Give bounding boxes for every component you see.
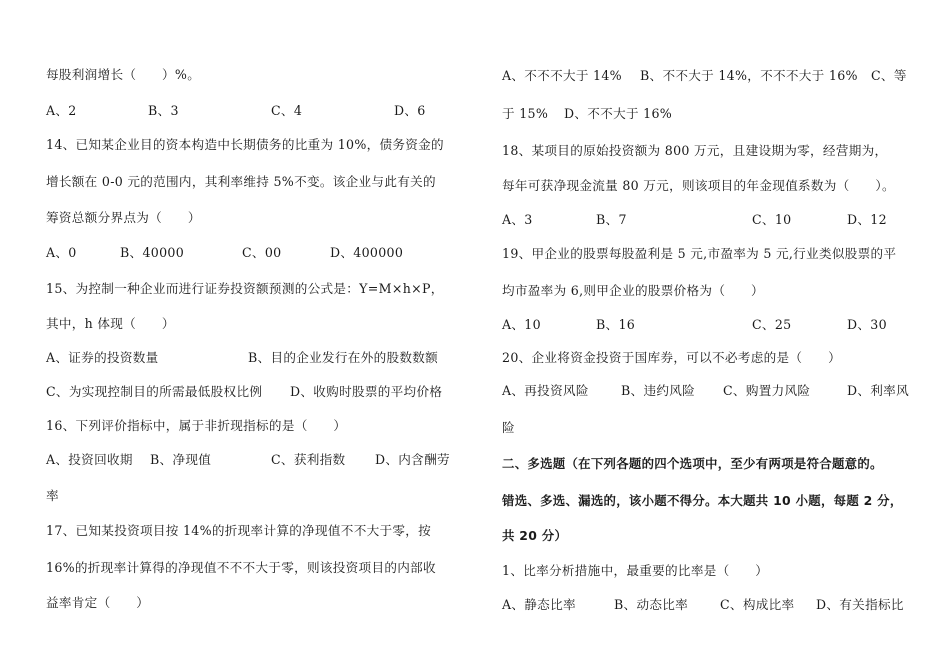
multi-question-1-line-1: 1、比率分析措施中，最重要的比率是（ ） — [502, 563, 769, 578]
option-d: D、400000 — [330, 245, 404, 260]
question-20-line-1: 20、企业将资金投资于国库券，可以不必考虑的是（ ） — [502, 350, 841, 365]
option-a: A、10 — [502, 317, 541, 332]
question-15-line-1: 15、为控制一种企业而进行证券投资额预测的公式是：Y=M×h×P， — [46, 281, 444, 296]
option-a: A、再投资风险 — [502, 383, 589, 398]
option-d: D、30 — [847, 317, 887, 332]
question-13-continuation: 每股利润增长（ ）%。 — [46, 67, 201, 82]
option-d: D、内含酬劳 — [375, 452, 450, 467]
option-b: B、目的企业发行在外的股数数额 — [248, 350, 439, 365]
question-18-line-2: 每年可获净现金流量 80 万元，则该项目的年金现值系数为（ ）。 — [502, 178, 895, 193]
question-14-line-1: 14、已知某企业目的资本构造中长期债务的比重为 10%，债务资金的 — [46, 137, 444, 152]
question-18-line-1: 18、某项目的原始投资额为 800 万元，且建设期为零，经营期为， — [502, 143, 888, 158]
option-b: B、3 — [148, 103, 179, 118]
option-c: C、10 — [752, 212, 792, 227]
option-a: A、0 — [46, 245, 77, 260]
question-20-wrap: 险 — [502, 420, 515, 435]
option-c-continuation: 于 15% — [502, 106, 549, 121]
question-17-line-1: 17、已知某投资项目按 14%的折现率计算的净现值不不大于零，按 — [46, 523, 432, 538]
option-b: B、净现值 — [150, 452, 212, 467]
option-c: C、获利指数 — [271, 452, 346, 467]
question-14-line-3: 筹资总额分界点为（ ） — [46, 210, 201, 225]
option-d: D、12 — [847, 212, 887, 227]
section-2-heading-line-3: 共 20 分） — [502, 528, 568, 543]
option-d: D、6 — [394, 103, 426, 118]
option-c: C、等 — [871, 68, 907, 83]
option-a: A、3 — [502, 212, 533, 227]
option-b: B、7 — [596, 212, 627, 227]
option-a: A、不不不大于 14% — [502, 68, 622, 83]
question-14-line-2: 增长额在 0-0 元的范围内，其利率维持 5%不变。该企业与此有关的 — [46, 174, 436, 189]
option-b: B、16 — [596, 317, 636, 332]
option-d: D、收购时股票的平均价格 — [290, 384, 443, 399]
question-17-line-3: 益率肯定（ ） — [46, 595, 150, 610]
option-a: A、2 — [46, 103, 77, 118]
option-a: A、静态比率 — [502, 597, 576, 612]
section-2-heading-line-2: 错选、多选、漏选的，该小题不得分。本大题共 10 小题，每题 2 分， — [502, 493, 903, 508]
option-d: D、有关指标比 — [816, 597, 904, 612]
option-b: B、动态比率 — [614, 597, 689, 612]
option-a: A、证券的投资数量 — [46, 350, 159, 365]
option-c: C、00 — [242, 245, 282, 260]
question-17-line-2: 16%的折现率计算得的净现值不不不大于零，则该投资项目的内部收 — [46, 560, 436, 575]
option-b: B、不不大于 14%，不不不大于 16% — [640, 68, 858, 83]
question-19-line-2: 均市盈率为 6,则甲企业的股票价格为（ ） — [502, 283, 764, 298]
option-b: B、违约风险 — [621, 383, 696, 398]
option-c: C、25 — [752, 317, 792, 332]
option-c: C、购置力风险 — [723, 383, 811, 398]
option-c: C、构成比率 — [720, 597, 795, 612]
option-b: B、40000 — [120, 245, 185, 260]
section-2-heading-line-1: 二、多选题（在下列各题的四个选项中，至少有两项是符合题意的。 — [502, 456, 883, 471]
option-a: A、投资回收期 — [46, 452, 133, 467]
question-15-line-2: 其中，h 体现（ ） — [46, 316, 175, 331]
question-16-line-1: 16、下列评价指标中，属于非折现指标的是（ ） — [46, 418, 347, 433]
option-c: C、4 — [271, 103, 303, 118]
option-d: D、利率风 — [847, 383, 909, 398]
option-c: C、为实现控制目的所需最低股权比例 — [46, 384, 263, 399]
option-d: D、不不大于 16% — [564, 106, 673, 121]
question-19-line-1: 19、甲企业的股票每股盈利是 5 元,市盈率为 5 元,行业类似股票的平 — [502, 246, 897, 261]
question-16-wrap: 率 — [46, 488, 59, 503]
